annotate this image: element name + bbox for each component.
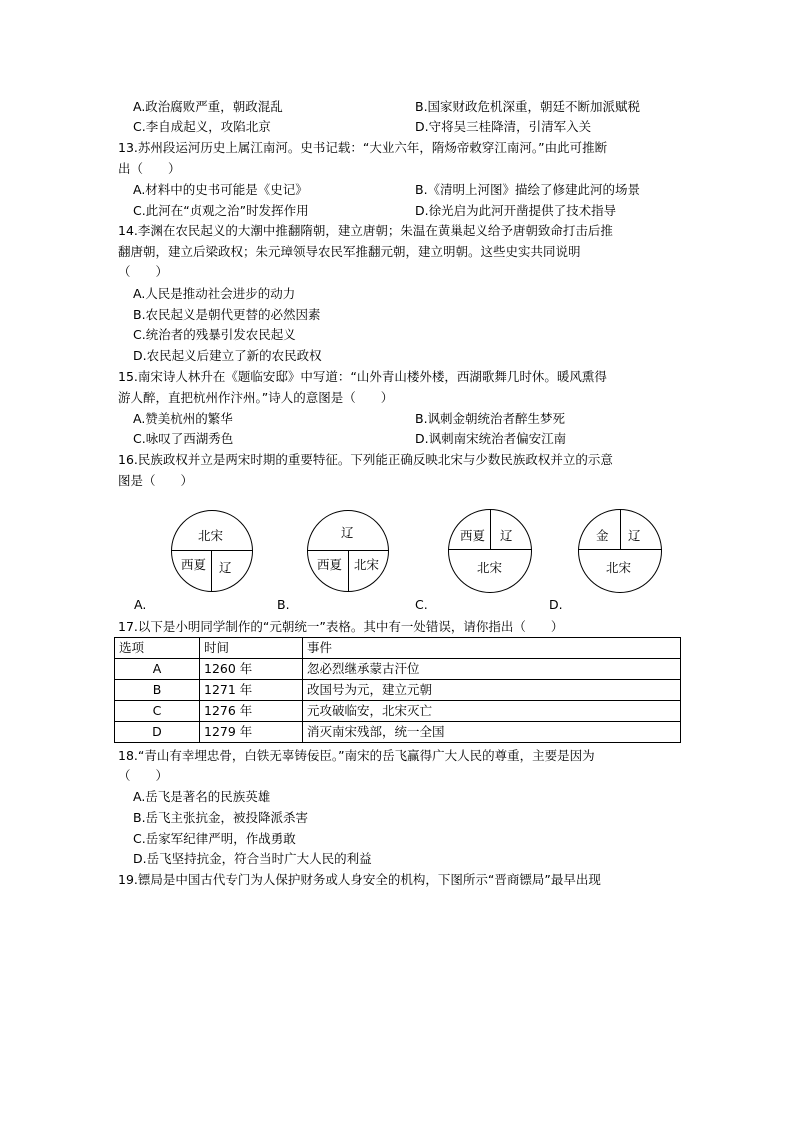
table-cell-option: D <box>115 722 200 743</box>
table-row <box>115 701 681 722</box>
q13-option-a: A.材料中的史书可能是《史记》 <box>133 182 308 197</box>
diagram-a-top-label: 北宋 <box>198 528 224 543</box>
diagram-c-left-label: 西夏 <box>460 528 486 543</box>
q18-stem-line2: （ ） <box>118 768 169 783</box>
q18-option-d: D.岳飞坚持抗金，符合当时广大人民的利益 <box>133 851 372 866</box>
q13-stem-line2: 出（ ） <box>118 161 181 176</box>
q13-option-c: C.此河在“贞观之治”时发挥作用 <box>133 203 309 218</box>
q13-stem-line1: 13.苏州段运河历史上属江南河。史书记载：“大业六年，隋炀帝敕穿江南河。”由此可推断 <box>118 140 608 155</box>
q15-option-c: C.咏叹了西湖秀色 <box>133 431 234 446</box>
table-cell-option: C <box>115 701 200 722</box>
table-cell-time: 1276 年 <box>200 701 303 722</box>
diagram-a-letter: A. <box>134 597 147 612</box>
q12-option-c: C.李自成起义，攻陷北京 <box>133 119 271 134</box>
q18-stem-line1: 18.“青山有幸埋忠骨，白铁无辜铸佞臣。”南宋的岳飞赢得广大人民的尊重，主要是因为 <box>118 748 595 763</box>
diagram-b-left-label: 西夏 <box>317 557 343 572</box>
table-cell-time: 1271 年 <box>200 680 303 701</box>
diagram-b-top-label: 辽 <box>341 525 354 540</box>
diagram-c-bottom-label: 北宋 <box>477 560 503 575</box>
diagram-d-bottom-label: 北宋 <box>606 560 632 575</box>
table-row <box>115 659 681 680</box>
table-cell-event: 元攻破临安，北宋灭亡 <box>303 701 681 722</box>
q18-option-b: B.岳飞主张抗金，被投降派杀害 <box>133 810 309 825</box>
q14-option-d: D.农民起义后建立了新的农民政权 <box>133 348 322 363</box>
diagram-b-letter: B. <box>277 597 290 612</box>
q14-option-c: C.统治者的残暴引发农民起义 <box>133 327 296 342</box>
table-header-option: 选项 <box>115 638 200 659</box>
q17-stem: 17.以下是小明同学制作的“元朝统一”表格。其中有一处错误，请你指出（ ） <box>118 619 564 634</box>
q12-option-b: B.国家财政危机深重，朝廷不断加派赋税 <box>415 99 641 114</box>
table-header-event: 事件 <box>303 638 681 659</box>
q14-stem-line2: 翻唐朝，建立后梁政权；朱元璋领导农民军推翻元朝，建立明朝。这些史实共同说明 <box>118 244 581 259</box>
q15-option-d: D.讽刺南宋统治者偏安江南 <box>415 431 567 446</box>
table-row <box>115 722 681 743</box>
table-header-time: 时间 <box>200 638 303 659</box>
table-cell-event: 忽必烈继承蒙古汗位 <box>303 659 681 680</box>
q18-option-a: A.岳飞是著名的民族英雄 <box>133 789 271 804</box>
diagram-b-right-label: 北宋 <box>354 557 380 572</box>
diagram-c-letter: C. <box>415 597 428 612</box>
diagram-c-right-label: 辽 <box>500 528 513 543</box>
q15-stem-line2: 游人醉，直把杭州作汴州。”诗人的意图是（ ） <box>118 390 394 405</box>
table-header-row <box>115 638 681 659</box>
diagram-d-right-label: 辽 <box>628 528 641 543</box>
q15-stem-line1: 15.南宋诗人林升在《题临安邸》中写道：“山外青山楼外楼，西湖歌舞几时休。暖风熏得 <box>118 369 607 384</box>
diagram-a-left-label: 西夏 <box>181 557 207 572</box>
table-cell-option: B <box>115 680 200 701</box>
q18-option-c: C.岳家军纪律严明，作战勇敢 <box>133 831 296 846</box>
q15-option-b: B.讽刺金朝统治者醉生梦死 <box>415 411 566 426</box>
diagram-a-right-label: 辽 <box>219 560 232 575</box>
q12-option-d: D.守将吴三桂降清，引清军入关 <box>415 119 592 134</box>
q14-stem-line1: 14.李渊在农民起义的大潮中推翻隋朝，建立唐朝；朱温在黄巢起义给予唐朝致命打击后推 <box>118 223 613 238</box>
q12-option-a: A.政治腐败严重，朝政混乱 <box>133 99 283 114</box>
q16-stem-line2: 图是（ ） <box>118 473 194 488</box>
q13-option-b: B.《清明上河图》描绘了修建此河的场景 <box>415 182 641 197</box>
q15-option-a: A.赞美杭州的繁华 <box>133 411 233 426</box>
table-row <box>115 680 681 701</box>
table-cell-time: 1260 年 <box>200 659 303 680</box>
yuan-unification-table <box>114 637 681 743</box>
q14-option-b: B.农民起义是朝代更替的必然因素 <box>133 307 321 322</box>
table-cell-option: A <box>115 659 200 680</box>
table-cell-time: 1279 年 <box>200 722 303 743</box>
q14-stem-line3: （ ） <box>118 264 169 279</box>
diagram-d-left-label: 金 <box>596 528 609 543</box>
diagram-d-letter: D. <box>549 597 563 612</box>
q13-option-d: D.徐光启为此河开凿提供了技术指导 <box>415 203 617 218</box>
q14-option-a: A.人民是推动社会进步的动力 <box>133 286 296 301</box>
table-cell-event: 消灭南宋残部，统一全国 <box>303 722 681 743</box>
q19-stem-line1: 19.镖局是中国古代专门为人保护财务或人身安全的机构，下图所示“晋商镖局”最早出现 <box>118 872 601 887</box>
q16-stem-line1: 16.民族政权并立是两宋时期的重要特征。下列能正确反映北宋与少数民族政权并立的示意 <box>118 452 613 467</box>
table-cell-event: 改国号为元，建立元朝 <box>303 680 681 701</box>
